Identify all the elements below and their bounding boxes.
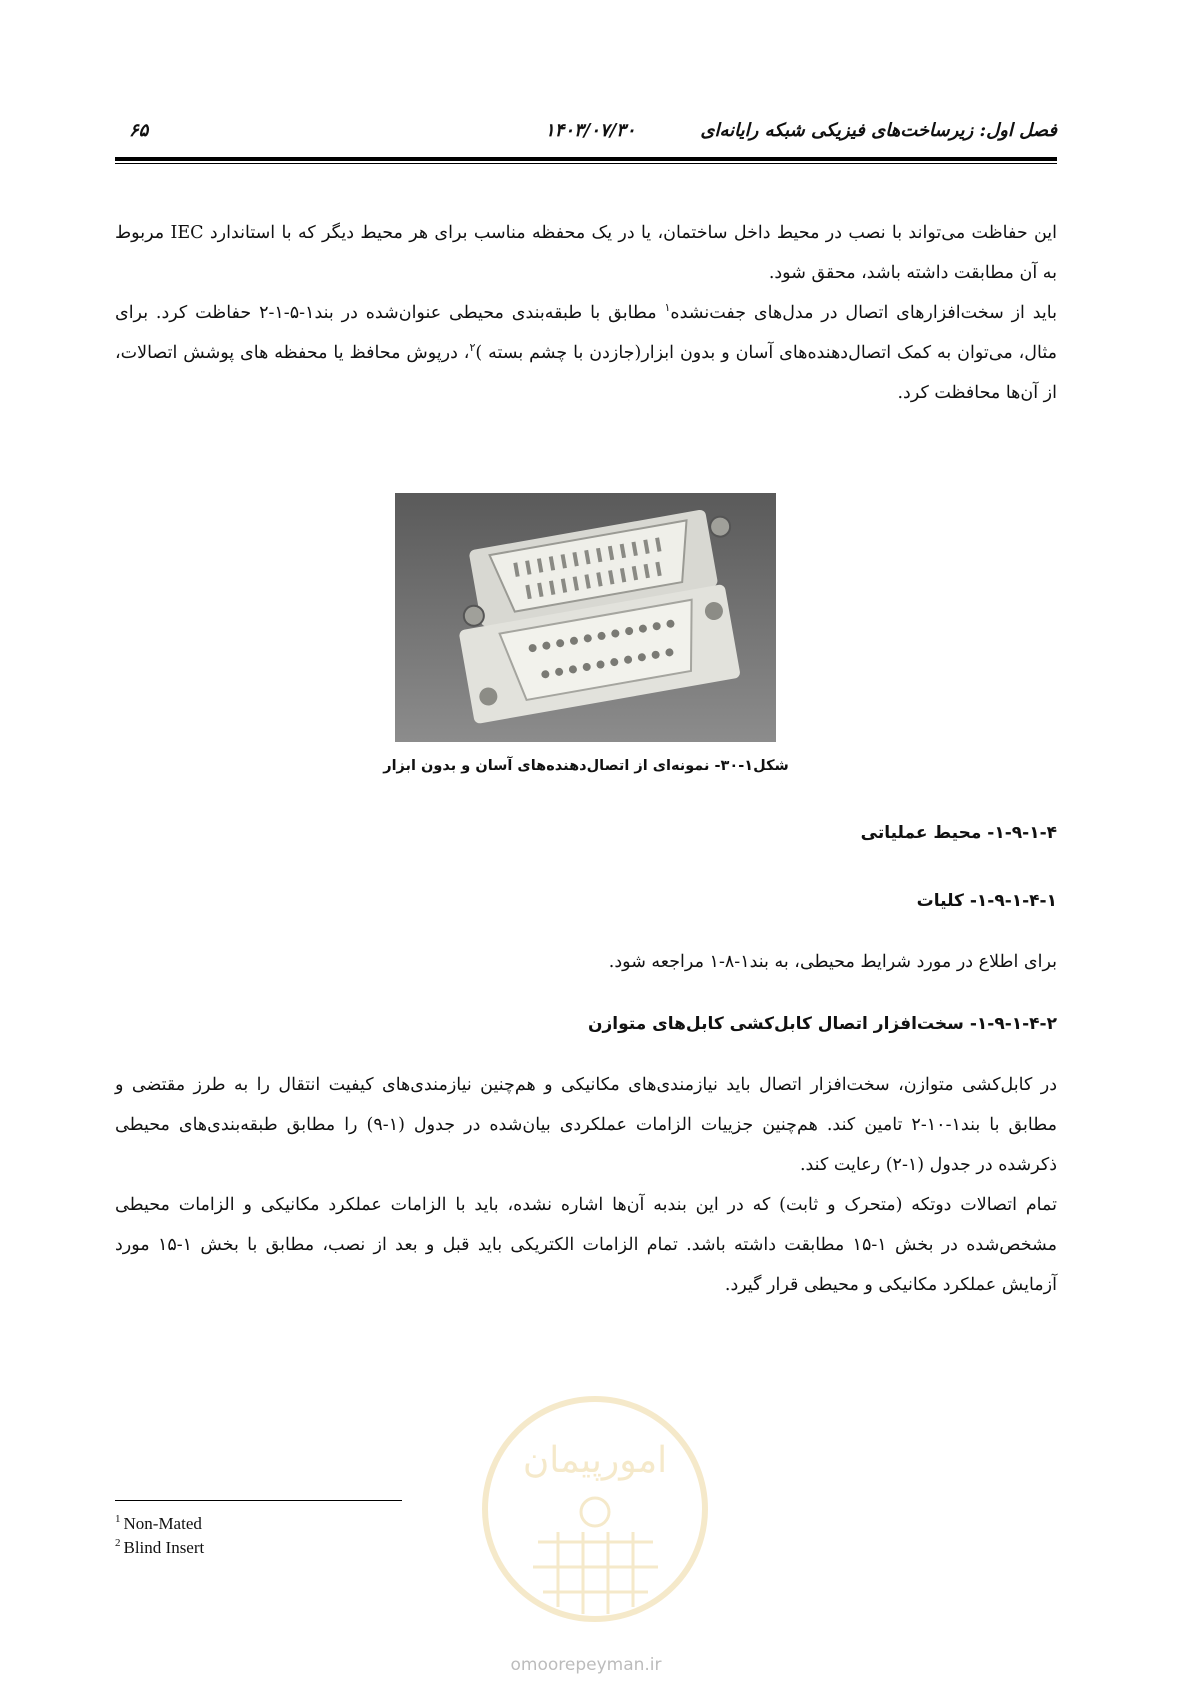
footnote-number: 1 xyxy=(115,1513,121,1526)
chapter-title: فصل اول: زیرساخت‌های فیزیکی شبکه رایانه‌ای xyxy=(700,120,1057,141)
balanced-paragraph-2: تمام اتصالات دوتکه (متحرک و ثابت) که در این بندبه آن‌ها اشاره نشده، باید با الزامات عملکرد مکانیکی و الزامات محیطی مشخص‌شده در بخش ۱-۱۵ مطابقت داشته باشد. تمام الزامات الکتریکی باید قبل و بعد از نصب، مطابق با بخش ۱-۱۵ مورد آزمایش عملکرد مکانیکی و محیطی قرار گیرد. xyxy=(115,1195,1057,1295)
watermark-url: omoorepeyman.ir xyxy=(510,1655,662,1675)
section-heading-operational-environment: ۱-۹-۱-۴- محیط عملیاتی xyxy=(860,823,1057,843)
section-heading-balanced-cabling: ۱-۹-۱-۴-۲- سخت‌افزار اتصال کابل‌کشی کابل‌های متوازن xyxy=(587,1014,1057,1034)
balanced-cabling-text xyxy=(115,1065,1057,1305)
intro-p2-part1: باید از سخت‌افزارهای اتصال در مدل‌های جفت‌نشده xyxy=(670,303,1058,323)
page-number: ۶۵ xyxy=(129,120,149,141)
footnote-ref-1: ۱ xyxy=(664,301,671,315)
footnote-rule xyxy=(115,1500,402,1501)
intro-paragraph-1: این حفاظت می‌تواند با نصب در محیط داخل ساختمان، یا در یک محفظه مناسب برای هر محیط دیگر که با استاندارد IEC مربوط به آن مطابقت داشته باشد، محقق شود. xyxy=(115,223,1058,283)
intro-paragraph-2 xyxy=(115,293,1057,413)
intro-p2-part3: ، درپوش محافظ یا محفظه های پوشش اتصالات، از آن‌ها محافظت کرد. xyxy=(115,343,1057,403)
connector-photo xyxy=(395,493,776,742)
header-rule-thick xyxy=(115,157,1057,161)
intro-p2-part2: مطابق با طبقه‌بندی محیطی عنوان‌شده در بند۱-۵-۱-۲ حفاظت کرد. برای مثال، می‌توان به کمک اتصال‌دهنده‌های آسان و بدون ابزار(جازدن با چشم بسته ) xyxy=(115,303,1057,363)
intro-text xyxy=(115,213,1057,413)
general-paragraph: برای اطلاع در مورد شرایط محیطی، به بند۱-۸-۱ مراجعه شود. xyxy=(608,952,1057,972)
footnote-item xyxy=(115,1536,515,1560)
watermark-logo xyxy=(478,1392,713,1627)
footnote-text: Blind Insert xyxy=(123,1538,205,1557)
page-header xyxy=(115,120,1057,144)
header-rule-thin xyxy=(115,163,1057,164)
header-date: ۱۴۰۳/۰۷/۳۰ xyxy=(545,120,636,141)
footnote-ref-2: ۲ xyxy=(469,341,476,355)
figure-caption: شکل۱-۳۰- نمونه‌ای از اتصال‌دهنده‌های آسان و بدون ابزار xyxy=(383,758,789,774)
watermark-logo-text: امورپیمان xyxy=(522,1440,668,1481)
section-heading-general: ۱-۹-۱-۴-۱- کلیات xyxy=(916,891,1057,911)
balanced-paragraph-1: در کابل‌کشی متوازن، سخت‌افزار اتصال باید نیازمندی‌های مکانیکی و هم‌چنین نیازمندی‌های کیفیت انتقال را به طرز مقتضی و مطابق با بند۱-۱۰-۲ تامین کند. هم‌چنین جزییات الزامات عملکردی بیان‌شده در جدول (۱-۹) را مطابق طبقه‌بندی‌های محیطی ذکرشده در جدول (۱-۲) رعایت کند. xyxy=(115,1075,1057,1175)
footnote-text: Non-Mated xyxy=(123,1514,202,1533)
footnote-number: 2 xyxy=(115,1537,121,1550)
footnote-item xyxy=(115,1512,515,1536)
footnotes xyxy=(115,1512,515,1560)
